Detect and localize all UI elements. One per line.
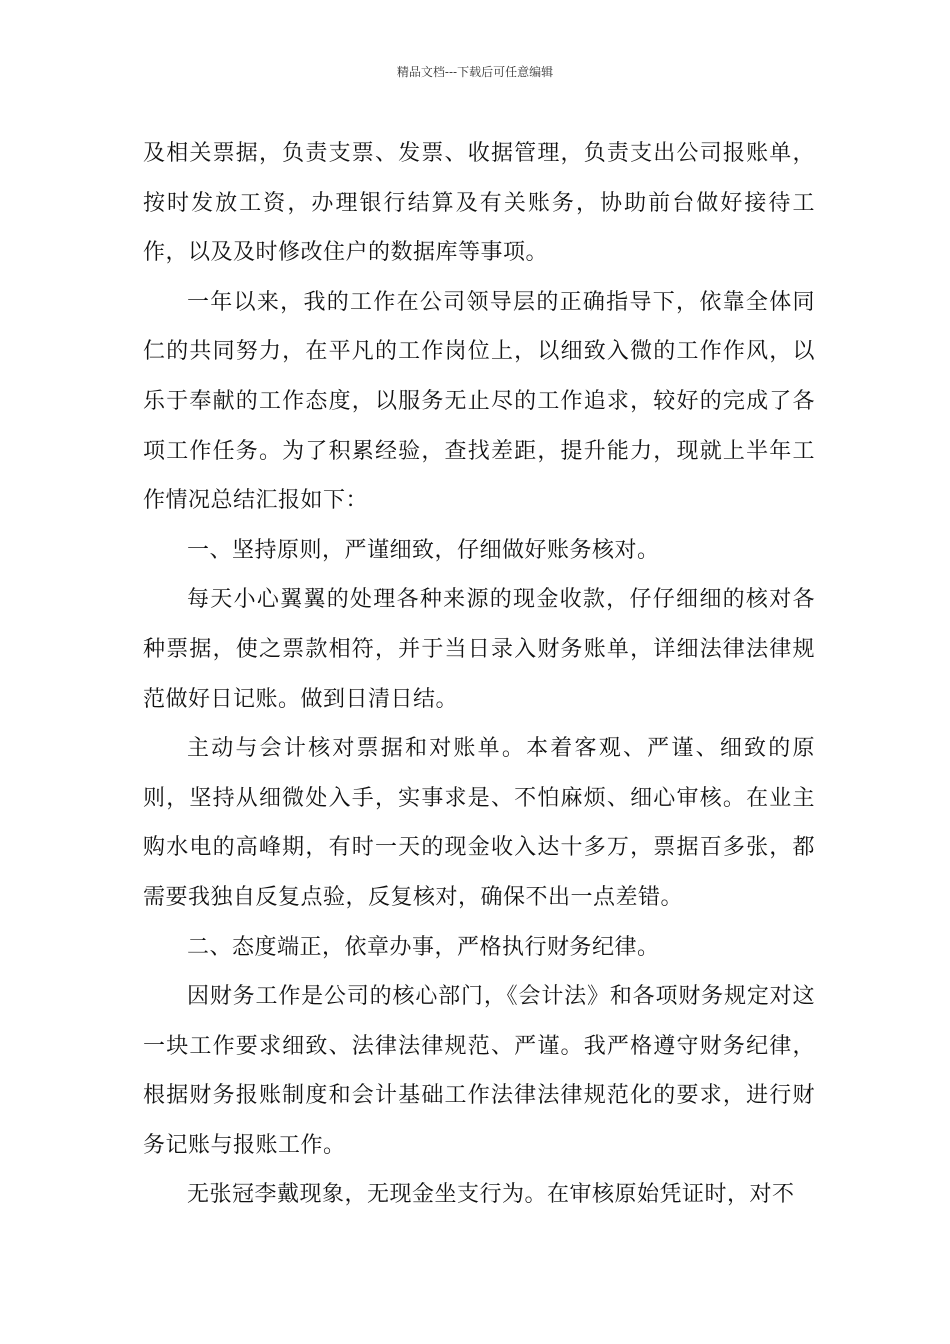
paragraph-1: 及相关票据，负责支票、发票、收据管理，负责支出公司报账单，按时发放工资，办理银行结算及有关账务，协助前台做好接待工作，以及及时修改住户的数据库等事项。: [143, 141, 815, 266]
paragraph-6: 无张冠李戴现象，无现金坐支行为。在审核原始凭证时，对不: [187, 1182, 795, 1208]
paragraph-2: 一年以来，我的工作在公司领导层的正确指导下，依靠全体同仁的共同努力，在平凡的工作岗位上，以细致入微的工作作风，以乐于奉献的工作态度，以服务无止尽的工作追求，较好的完成了各项工作任务。为了积累经验，查找差距，提升能力，现就上半年工作情况总结汇报如下：: [143, 289, 815, 514]
document-body: [143, 129, 815, 1220]
page-header: 精品文档---下载后可任意编辑: [396, 65, 554, 79]
section-heading-1: 一、坚持原则，严谨细致，仔细做好账务核对。: [187, 537, 660, 563]
paragraph-5: 因财务工作是公司的核心部门，《会计法》和各项财务规定对这一块工作要求细致、法律法律规范、严谨。我严格遵守财务纪律，根据财务报账制度和会计基础工作法律法律规范化的要求，进行财务记账与报账工作。: [143, 984, 815, 1158]
paragraph-4: 主动与会计核对票据和对账单。本着客观、严谨、细致的原则，坚持从细微处入手，实事求是、不怕麻烦、细心审核。在业主购水电的高峰期，有时一天的现金收入达十多万，票据百多张，都需要我独自反复点验，反复核对，确保不出一点差错。: [143, 736, 815, 910]
paragraph-3: 每天小心翼翼的处理各种来源的现金收款，仔仔细细的核对各种票据，使之票款相符，并于当日录入财务账单，详细法律法律规范做好日记账。做到日清日结。: [143, 587, 815, 712]
section-heading-2: 二、态度端正，依章办事，严格执行财务纪律。: [187, 934, 660, 960]
